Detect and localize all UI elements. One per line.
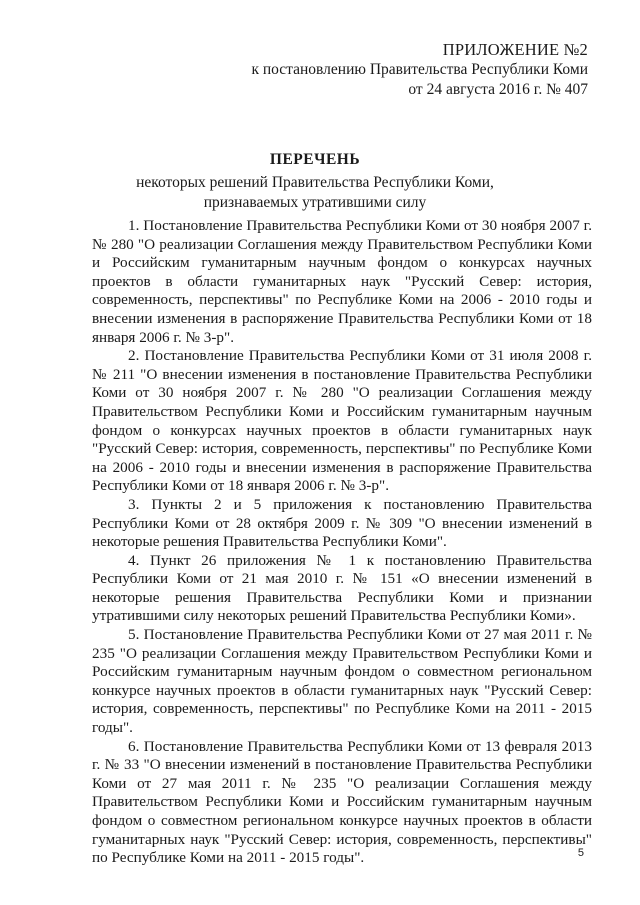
document-body [92, 217, 592, 868]
document-heading [110, 150, 520, 213]
appendix-title: ПРИЛОЖЕНИЕ №2 [442, 40, 588, 59]
list-item: 4. Пункт 26 приложения № 1 к постановлению Правительства Республики Коми от 21 мая 2010 г. № 151 «О внесении изменений в некоторые решения Правительства Республики Коми и признании утратившими силу некоторых решений Правительства Республики Коми». [92, 551, 592, 625]
document-title: ПЕРЕЧЕНЬ [269, 151, 361, 168]
page-number: 5 [577, 847, 584, 859]
appendix-line-1: к постановлению Правительства Республики Коми [251, 61, 588, 78]
document-subtitle: некоторых решений Правительства Республики Коми, признаваемых утратившими силу [136, 174, 494, 211]
list-item: 3. Пункты 2 и 5 приложения к постановлению Правительства Республики Коми от 28 октября 2009 г. № 309 "О внесении изменений в некоторые решения Правительства Республики Коми". [92, 495, 592, 551]
appendix-line-2: от 24 августа 2016 г. № 407 [408, 81, 588, 98]
list-item: 6. Постановление Правительства Республики Коми от 13 февраля 2013 г. № 33 "О внесении изменений в постановление Правительства Республики Коми от 27 мая 2011 г. № 235 "О реализации Соглашения между Правительством Республики Коми и Российским гуманитарным научным фондом о совместном региональном конкурсе научных проектов в области гуманитарных наук "Русский Север: история, современность, перспективы" по Республике Коми на 2011 - 2015 годы". [92, 737, 592, 867]
list-item: 5. Постановление Правительства Республики Коми от 27 мая 2011 г. № 235 "О реализации Соглашения между Правительством Республики Коми и Российским гуманитарным научным фондом о совместном региональном конкурсе научных проектов в области гуманитарных наук "Русский Север: история, современность, перспективы" по Республике Коми на 2011 - 2015 годы". [92, 626, 592, 737]
appendix-header [168, 40, 588, 100]
list-item: 2. Постановление Правительства Республики Коми от 31 июля 2008 г. № 211 "О внесении изменения в постановление Правительства Республики Коми от 30 ноября 2007 г. № 280 "О реализации Соглашения между Правительством Республики Коми и Российским гуманитарным научным фондом о конкурсах научных проектов в области гуманитарных наук "Русский Север: история, современность, перспективы" по Республике Коми на 2006 - 2010 годы и внесении изменения в распоряжение Правительства Республики Коми от 18 января 2006 г. № 3-р". [92, 347, 592, 495]
list-item: 1. Постановление Правительства Республики Коми от 30 ноября 2007 г. № 280 "О реализации Соглашения между Правительством Республики Коми и Российским гуманитарным научным фондом о конкурсах научных проектов в области гуманитарных наук "Русский Север: история, современность, перспективы" по Республике Коми на 2006 - 2010 годы и внесении изменения в распоряжение Правительства Республики Коми от 18 января 2006 г. № 3-р". [92, 217, 592, 346]
